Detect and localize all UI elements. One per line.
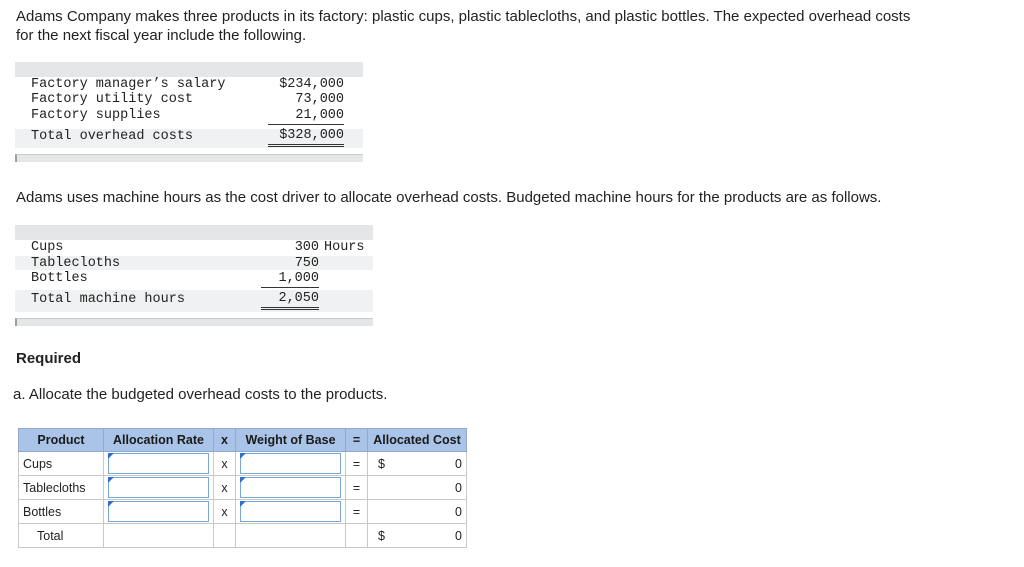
- overhead-value: 21,000: [268, 108, 344, 125]
- part-a-instruction: [13, 385, 387, 404]
- hours-value: 750: [294, 256, 319, 271]
- equals-sign: =: [346, 500, 368, 524]
- total-row: [19, 524, 467, 548]
- empty-cell: [104, 524, 214, 548]
- overhead-total-value: $328,000: [268, 128, 344, 147]
- weight-of-base-input[interactable]: [241, 454, 340, 473]
- input-flag-icon: [108, 501, 114, 507]
- allocation-rate-input-box[interactable]: [108, 501, 209, 522]
- overhead-label: Factory manager’s salary: [31, 77, 226, 92]
- allocated-cost-value: 0: [455, 504, 462, 519]
- overhead-header-strip: [15, 62, 363, 77]
- header-allocated-cost: Allocated Cost: [368, 429, 467, 452]
- allocated-cost-cell: [368, 500, 467, 524]
- intro-text: [16, 7, 910, 45]
- hours-label: Cups: [31, 240, 64, 255]
- product-cell: Cups: [19, 452, 104, 476]
- allocation-rate-input[interactable]: [109, 454, 208, 473]
- part-a-text: Allocate the budgeted overhead costs to the products.: [28, 386, 388, 403]
- product-cell: Bottles: [19, 500, 104, 524]
- weight-of-base-input[interactable]: [241, 478, 340, 497]
- allocated-cost-value: 0: [455, 456, 462, 471]
- header-times: x: [214, 429, 236, 452]
- header-weight-of-base: Weight of Base: [236, 429, 346, 452]
- overhead-label: Factory supplies: [31, 108, 161, 123]
- times-sign: x: [214, 452, 236, 476]
- empty-cell: [214, 524, 236, 548]
- weight-of-base-input[interactable]: [241, 502, 340, 521]
- overhead-total-label: Total overhead costs: [31, 129, 194, 144]
- cost-driver-text: Adams uses machine hours as the cost driver to allocate overhead costs. Budgeted machine hours for the products are as follows.: [16, 189, 882, 206]
- overhead-value: 73,000: [295, 92, 344, 107]
- table-row: [19, 476, 467, 500]
- hours-total-value: 2,050: [261, 291, 319, 310]
- allocation-rate-cell: [104, 452, 214, 476]
- input-flag-icon: [240, 477, 246, 483]
- weight-of-base-input-box[interactable]: [240, 477, 341, 498]
- hours-value: 1,000: [261, 271, 319, 288]
- hours-table-footer: [15, 318, 373, 326]
- allocation-rate-cell: [104, 500, 214, 524]
- overhead-label: Factory utility cost: [31, 92, 194, 107]
- hours-value: 300: [294, 240, 319, 255]
- required-heading: Required: [16, 350, 82, 367]
- header-product: Product: [19, 429, 104, 452]
- hours-total-label: Total machine hours: [31, 292, 185, 307]
- table-row: [19, 452, 467, 476]
- empty-cell: [236, 524, 346, 548]
- input-flag-icon: [240, 501, 246, 507]
- times-sign: x: [214, 476, 236, 500]
- weight-of-base-cell: [236, 476, 346, 500]
- input-flag-icon: [240, 453, 246, 459]
- allocated-cost-cell: [368, 452, 467, 476]
- product-cell: Tablecloths: [19, 476, 104, 500]
- allocated-cost-value: 0: [455, 480, 462, 495]
- part-a-letter: a.: [13, 386, 26, 403]
- overhead-value: $234,000: [279, 77, 344, 92]
- weight-of-base-cell: [236, 452, 346, 476]
- allocation-rate-input[interactable]: [109, 502, 208, 521]
- weight-of-base-cell: [236, 500, 346, 524]
- total-allocated-value: 0: [455, 528, 462, 543]
- currency-sign: $: [378, 456, 385, 471]
- allocation-header-row: [19, 429, 467, 452]
- input-flag-icon: [108, 453, 114, 459]
- header-allocation-rate: Allocation Rate: [104, 429, 214, 452]
- currency-sign: $: [378, 528, 385, 543]
- equals-sign: =: [346, 476, 368, 500]
- allocation-rate-input-box[interactable]: [108, 477, 209, 498]
- table-row: [19, 500, 467, 524]
- overhead-table-footer: [15, 154, 363, 162]
- hours-header-strip: [15, 225, 373, 240]
- total-label: Total: [19, 524, 104, 548]
- allocation-rate-input[interactable]: [109, 478, 208, 497]
- allocated-cost-cell: [368, 476, 467, 500]
- hours-label: Tablecloths: [31, 256, 121, 271]
- equals-sign: =: [346, 452, 368, 476]
- hours-unit: Hours: [324, 240, 365, 255]
- intro-line-2: for the next fiscal year include the following.: [16, 27, 307, 44]
- total-allocated-cell: [368, 524, 467, 548]
- allocation-table: [18, 428, 467, 548]
- allocation-rate-cell: [104, 476, 214, 500]
- weight-of-base-input-box[interactable]: [240, 453, 341, 474]
- input-flag-icon: [108, 477, 114, 483]
- header-equals: =: [346, 429, 368, 452]
- empty-cell: [346, 524, 368, 548]
- intro-line-1: Adams Company makes three products in its factory: plastic cups, plastic tablecloths, and plastic bottles. The expected overhead costs: [16, 8, 911, 25]
- hours-label: Bottles: [31, 271, 88, 286]
- allocation-rate-input-box[interactable]: [108, 453, 209, 474]
- weight-of-base-input-box[interactable]: [240, 501, 341, 522]
- times-sign: x: [214, 500, 236, 524]
